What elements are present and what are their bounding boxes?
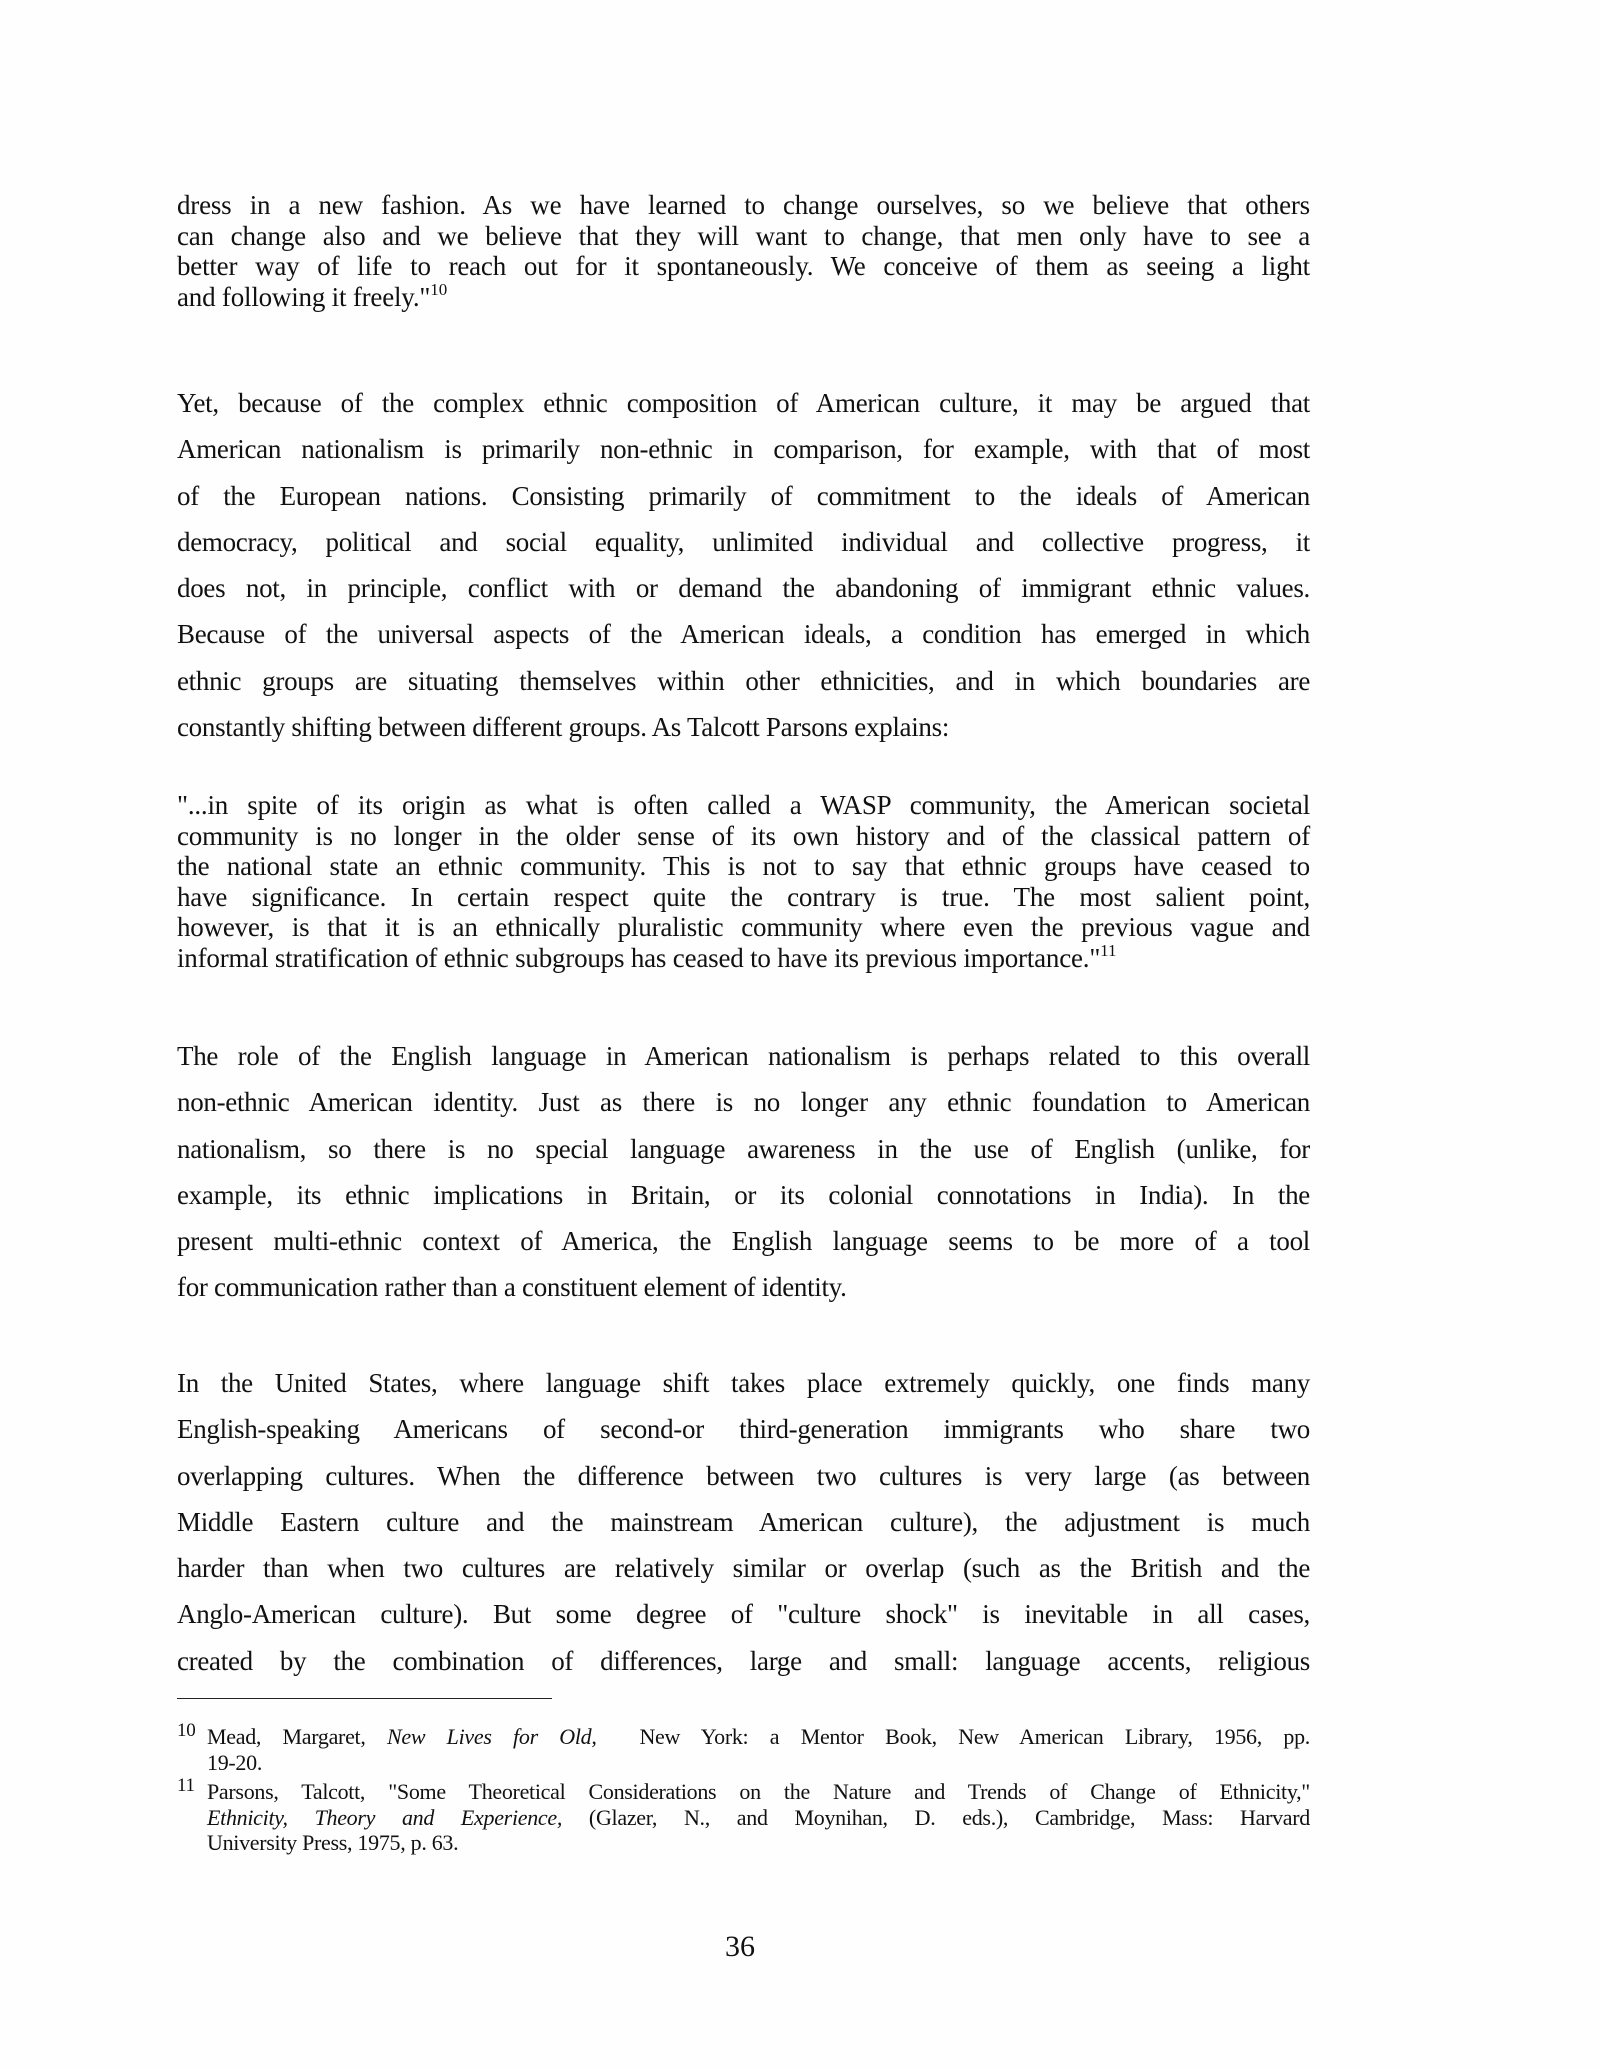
paragraph-line: Yet, because of the complex ethnic composition of American culture, it may be argued that xyxy=(177,388,1310,418)
paragraph-line: for communication rather than a constituent element of identity. xyxy=(177,1272,847,1303)
paragraph-line: The role of the English language in American nationalism is perhaps related to this overall xyxy=(177,1041,1310,1071)
footnote-title: New Lives for Old, xyxy=(387,1724,597,1749)
paragraph-line: American nationalism is primarily non-ethnic in comparison, for example, with that of most xyxy=(177,434,1310,465)
quote-line-last: and following it freely."$^{10}$ xyxy=(177,279,448,312)
paragraph-line: In the United States, where language shift takes place extremely quickly, one finds many xyxy=(177,1368,1310,1398)
paragraph-line: harder than when two cultures are relatively similar or overlap (such as the British and the xyxy=(177,1553,1310,1584)
footnote-line: Mead, Margaret, New Lives for Old, New York: a Mentor Book, New American Library, 1956, pp. xyxy=(207,1724,1310,1749)
quote-line: community is no longer in the older sense of its own history and of the classical pattern of xyxy=(177,820,1310,851)
quote-line: have significance. In certain respect quite the contrary is true. The most salient point, xyxy=(177,881,1310,912)
paragraph-line: democracy, political and social equality, unlimited individual and collective progress, it xyxy=(177,526,1310,557)
footnote-ref-10[interactable]: 10 xyxy=(430,279,448,299)
paragraph-line: constantly shifting between different groups. As Talcott Parsons explains: xyxy=(177,712,950,743)
footnote-separator xyxy=(177,1698,552,1699)
footnote-text xyxy=(207,1724,1310,1775)
quote-line: can change also and we believe that they will want to change, that men only have to see a xyxy=(177,220,1310,251)
paragraph-united-states-language-shift xyxy=(177,1360,1310,1684)
footnote-title: Ethnicity, Theory and Experience, xyxy=(207,1804,563,1830)
page-number: 36 xyxy=(725,1930,755,1963)
quote-line: dress in a new fashion. As we have learned to change ourselves, so we believe that others xyxy=(177,190,1310,220)
footnote-line: 19-20. xyxy=(207,1749,263,1775)
footnote-text xyxy=(207,1779,1310,1856)
paragraph-line: Because of the universal aspects of the American ideals, a condition has emerged in which xyxy=(177,619,1310,650)
paragraph-line: of the European nations. Consisting primarily of commitment to the ideals of American xyxy=(177,480,1310,511)
footnote-line: Ethnicity, Theory and Experience, (Glazer, N., and Moynihan, D. eds.), Cambridge, Mass: Harvard xyxy=(207,1804,1310,1830)
block-quote-mead xyxy=(177,190,1310,312)
paragraph-line: non-ethnic American identity. Just as there is no longer any ethnic foundation to American xyxy=(177,1087,1310,1118)
paragraph-line: overlapping cultures. When the difference between two cultures is very large (as between xyxy=(177,1460,1310,1491)
paragraph-line: ethnic groups are situating themselves within other ethnicities, and in which boundaries are xyxy=(177,665,1310,696)
paragraph-line: Anglo-American culture). But some degree of "culture shock" is inevitable in all cases, xyxy=(177,1599,1310,1630)
block-quote-parsons xyxy=(177,790,1310,973)
footnote-line: University Press, 1975, p. 63. xyxy=(207,1830,459,1855)
quote-line-last: informal stratification of ethnic subgroups has ceased to have its previous importance."$^{11}$ xyxy=(177,940,1117,973)
paragraph-line: present multi-ethnic context of America, the English language seems to be more of a tool xyxy=(177,1226,1310,1257)
quote-line: the national state an ethnic community. This is not to say that ethnic groups have ceased to xyxy=(177,851,1310,881)
footnote-line: Parsons, Talcott, "Some Theoretical Considerations on the Nature and Trends of Change of Ethnicity," xyxy=(207,1779,1310,1804)
paragraph-line: nationalism, so there is no special language awareness in the use of English (unlike, for xyxy=(177,1133,1310,1164)
quote-line: however, is that it is an ethnically pluralistic community where even the previous vague and xyxy=(177,912,1310,942)
paragraph-english-language-role xyxy=(177,1033,1310,1311)
paragraph-ethnic-composition xyxy=(177,380,1310,750)
paragraph-line: Middle Eastern culture and the mainstream American culture), the adjustment is much xyxy=(177,1506,1310,1537)
paragraph-line: example, its ethnic implications in Britain, or its colonial connotations in India). In the xyxy=(177,1179,1310,1210)
footnote-number: 11 xyxy=(177,1775,195,1796)
footnote-number: 10 xyxy=(177,1720,196,1741)
paragraph-line: English-speaking Americans of second-or third-generation immigrants who share two xyxy=(177,1414,1310,1445)
paragraph-line: does not, in principle, conflict with or demand the abandoning of immigrant ethnic values. xyxy=(177,573,1310,604)
quote-line: "...in spite of its origin as what is often called a WASP community, the American societal xyxy=(177,790,1310,820)
paragraph-line: created by the combination of differences, large and small: language accents, religious xyxy=(177,1645,1310,1676)
quote-line: better way of life to reach out for it spontaneously. We conceive of them as seeing a light xyxy=(177,251,1310,281)
footnote-ref-11[interactable]: 11 xyxy=(1100,940,1117,960)
